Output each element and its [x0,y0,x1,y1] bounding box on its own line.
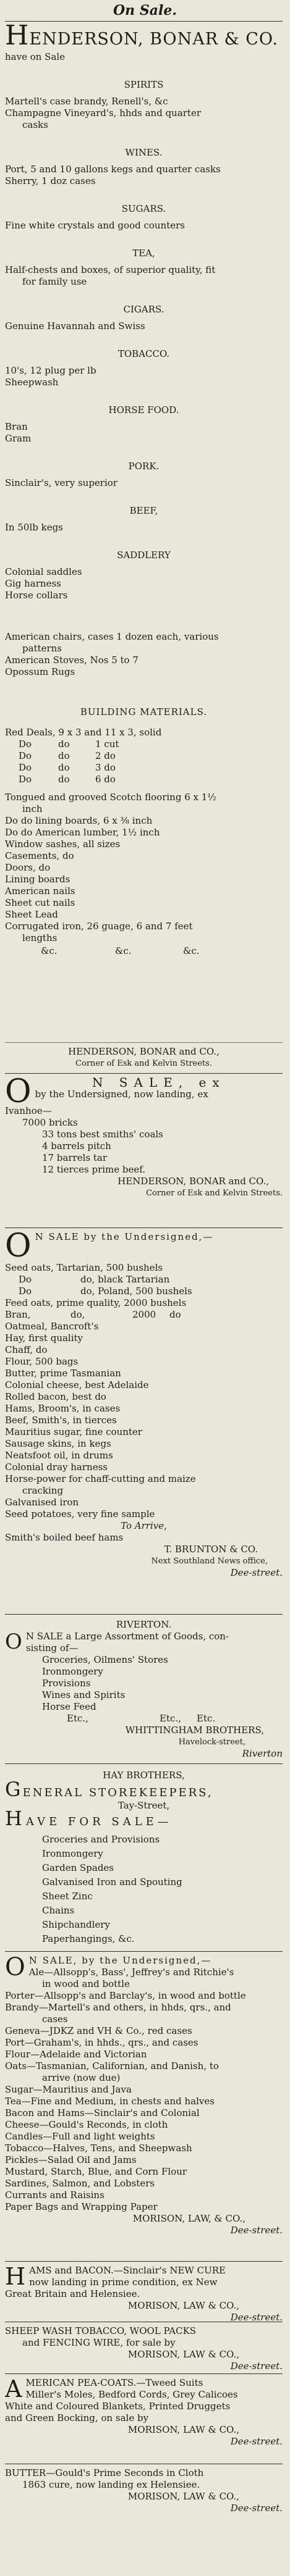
list-item: in wood and bottle [42,1978,130,1989]
list-item: Tongued and grooved Scotch flooring 6 x 1½ [5,792,216,803]
ad-headline: A MERICAN PEA-COATS.—Tweed Suits Miller's Moles, Bedford Cords, Grey Calicoes [5,2375,238,2402]
signature-firm: WHITTINGHAM BROTHERS, [125,1725,264,1736]
list-item: Do do lining boards, 6 x ⅜ inch [5,815,153,826]
section-heading: BEEF, [129,505,158,516]
signature-firm: MORISON, LAW & CO., [127,2424,239,2435]
brunton-ad [5,1227,283,1579]
signature-firm: MORISON, LAW & CO., [127,2349,239,2360]
list-item: 33 tons best smiths' coals [42,1129,163,1140]
ad-headline: H AMS and BACON.—Sinclair's NEW CURE now landing in prime condition, ex New [5,2263,226,2290]
section-heading: CIGARS. [123,304,164,315]
list-item: 1863 cure, now landing ex Helensiee. [22,2479,200,2490]
section-heading: SADDLERY [117,550,171,561]
list-item: Champagne Vineyard's, hhds and quarter [5,107,202,119]
signature-firm: T. BRUNTON & CO. [164,1544,258,1555]
list-item: Sardines, Salmon, and Lobsters [5,2178,155,2189]
morison-law-ad [5,1955,283,2236]
list-item: Gig harness [5,578,61,589]
signature-firm: MORISON, LAW, & CO., [132,2213,245,2224]
hams-bacon-ad [5,2265,283,2323]
sheep-wash-ad [5,2325,283,2372]
list-item: Sheet Lead [5,909,58,920]
list-item: Opossum Rugs [5,666,75,677]
henderson-bonar-signature [5,1046,283,1069]
list-item: Martell's case brandy, Renell's, &c [5,96,168,107]
ad-headline: O N SALE a Large Assortment of Goods, con- sisting of— [5,1629,229,1654]
list-item: American Stoves, Nos 5 to 7 [5,654,139,666]
ad-headline: O N SALE, ex by the Undersigned, now landing, ex [5,1073,226,1110]
list-item: Neatsfoot oil, in drums [5,1450,113,1461]
signature-street: Dee-street. [230,2436,283,2447]
signature-street: Dee-street. [230,2312,283,2323]
list-item: Sherry, 1 doz cases [5,175,96,186]
list-item: Flour, 500 bags [5,1356,79,1367]
ad-headline: BUTTER—Gould's Prime Seconds in Cloth [5,2467,204,2478]
list-item: Horse collars [5,590,68,601]
signature-street: Dee-street. [230,2503,283,2514]
list-item: Ivanhoe— [5,1105,52,1116]
list-item: Shipchandlery [42,1919,110,1930]
signature-street: Dee-street. [230,2361,283,2372]
henderson-bonar-ad [5,20,283,957]
list-item: for family use [22,276,87,287]
list-item: Oatmeal, Bancroft's [5,1321,99,1332]
list-item: Butter, prime Tasmanian [5,1368,121,1379]
list-item: 7000 bricks [22,1117,78,1128]
divider [5,2261,283,2262]
list-item: Horse-power for chaff-cutting and maize [5,1473,196,1484]
list-item: Groceries, Oilmens' Stores [42,1654,168,1665]
list-item: To Arrive, [121,1520,167,1531]
list-item: cases [42,2014,68,2025]
list-item: Galvanised iron [5,1497,79,1508]
list-item: Galvanised Iron and Spouting [42,1876,182,1888]
list-item: American nails [5,885,75,897]
list-item: 10's, 12 plug per lb [5,365,96,376]
list-item: Geneva—JDKZ and VH & Co., red cases [5,2025,192,2036]
list-item: Groceries and Provisions [42,1834,160,1845]
hay-brothers-ad [5,1770,283,1946]
list-item: In 50lb kegs [5,522,63,533]
list-item: 4 barrels pitch [42,1140,111,1152]
list-item: Fine white crystals and good counters [5,220,185,231]
list-item: patterns [22,643,62,654]
list-item: 12 tierces prime beef. [42,1164,146,1175]
list-item: Oats—Tasmanian, Californian, and Danish, to [5,2060,219,2072]
signature-address: Corner of Esk and Kelvin Streets. [75,1059,212,1068]
signature-address: Next Southland News office, [151,1557,268,1566]
list-item: Beef, Smith's, in tierces [5,1415,117,1426]
list-item: and Green Bocking, on sale by [5,2412,149,2423]
newspaper-column [5,0,285,2576]
butter-ad [5,2467,283,2514]
list-item: Brandy—Martell's and others, in hhds, qrs., and [5,2002,231,2013]
ad-heading: HAY BROTHERS, [103,1770,185,1781]
divider [5,1763,283,1764]
list-item: Currants and Raisins [5,2189,104,2201]
list-item: White and Coloured Blankets, Printed Druggets [5,2401,231,2412]
list-item: cracking [22,1485,64,1496]
signature-address: Havelock-street, [178,1738,245,1747]
list-item: Gram [5,433,32,444]
list-item: Paper Bags and Wrapping Paper [5,2201,158,2212]
signature-street: Dee-street. [230,1567,283,1578]
list-item: Seed potatoes, very fine sample [5,1508,155,1520]
list-item: Port—Graham's, in hhds., qrs., and cases [5,2037,198,2048]
list-item: Bran [5,421,28,432]
list-item: Corrugated iron, 26 guage, 6 and 7 feet [5,921,193,932]
signature-firm: HENDERSON, BONAR and CO., [117,1176,269,1187]
list-item: inch [22,803,43,814]
list-item: Doors, do [5,862,51,873]
divider [5,2373,283,2374]
ivanhoe-ad [5,1073,283,1199]
list-item: Sheet Zinc [42,1891,93,1902]
signature-street: Dee-street. [230,2225,283,2236]
list-item: Tea—Fine and Medium, in chests and halves [5,2096,215,2107]
ad-subheadline: HAVE FOR SALE— [5,1807,173,1830]
intro: have on Sale [5,51,66,62]
list-item: Sheet cut nails [5,897,75,908]
list-item: Pickles—Salad Oil and Jams [5,2154,137,2165]
list-item: Lining boards [5,874,70,885]
list-item: &c. &c. &c. [41,945,200,956]
list-item: Do do American lumber, 1½ inch [5,827,160,838]
list-item: Hay, first quality [5,1332,83,1344]
list-item: Cheese—Gould's Reconds, in cloth [5,2119,168,2130]
section-heading: TOBACCO. [117,348,170,359]
list-item: Sugar—Mauritius and Java [5,2084,132,2095]
list-item: Do do 6 do [19,774,116,785]
section-heading: PORK. [128,461,160,472]
firm-name: HENDERSON, BONAR & CO. [5,20,279,51]
list-item: Feed oats, prime quality, 2000 bushels [5,1297,187,1308]
pea-coats-ad [5,2377,283,2448]
list-item: Provisions [42,1678,91,1689]
list-item: Sinclair's, very superior [5,477,117,488]
list-item: Sausage skins, in kegs [5,1438,111,1449]
list-item: Colonial cheese, best Adelaide [5,1379,149,1390]
list-item: Hams, Broom's, in cases [5,1403,121,1414]
list-item: Sheepwash [5,377,59,388]
ad-headline: GENERAL STOREKEEPERS, [5,1778,213,1801]
section-heading: WINES. [125,147,163,158]
list-item: Colonial dray harness [5,1462,108,1473]
list-item: Port, 5 and 10 gallons kegs and quarter casks [5,164,221,175]
ad-headline: O N SALE by the Undersigned,— [5,1227,214,1265]
list-item: Candles—Full and light weights [5,2131,155,2142]
list-item: casks [22,119,48,130]
list-item: Mauritius sugar, fine counter [5,1426,142,1437]
signature-firm: HENDERSON, BONAR and CO., [68,1046,220,1057]
list-item: Chaff, do [5,1344,48,1355]
list-item: Smith's boiled beef hams [5,1532,124,1543]
section-heading: TEA, [132,248,155,259]
list-item: Porter—Allsopp's and Barclay's, in wood and bottle [5,1990,246,2001]
list-item: Ironmongery [42,1848,103,1859]
list-item: Bacon and Hams—Sinclair's and Colonial [5,2107,200,2118]
list-item: 17 barrels tar [42,1152,108,1163]
list-item: lengths [22,932,58,943]
list-item: Paperhangings, &c. [42,1933,135,1944]
list-item: Red Deals, 9 x 3 and 11 x 3, solid [5,727,162,738]
list-item: Half-chests and boxes, of superior quality, fit [5,264,216,275]
street: Tay-Street, [117,1800,170,1811]
list-item: Great Britain and Helensiee. [5,2288,140,2299]
list-item: Do do, Poland, 500 bushels [19,1286,192,1297]
divider [5,1073,283,1074]
signature-town: Riverton [242,1748,283,1759]
section-heading: BUILDING MATERIALS. [80,706,208,717]
ad-headline: SHEEP WASH TOBACCO, WOOL PACKS [5,2325,197,2336]
list-item: Genuine Havannah and Swiss [5,320,145,332]
list-item: Colonial saddles [5,566,82,577]
list-item: Wines and Spirits [42,1689,126,1700]
ad-headline: O N SALE, by the Undersigned,— Ale—Allsopp's, Bass', Jeffrey's and Ritchie's [5,1953,234,1981]
ad-heading: RIVERTON. [116,1619,172,1630]
list-item: Do do 2 do [19,750,116,761]
section-heading: SPIRITS [124,79,164,90]
list-item: Rolled bacon, best do [5,1391,106,1402]
list-item: Window sashes, all sizes [5,838,121,850]
divider [5,1951,283,1952]
section-heading: HORSE FOOD. [108,404,179,416]
list-item: Do do, black Tartarian [19,1274,170,1285]
list-item: Mustard, Starch, Blue, and Corn Flour [5,2166,187,2177]
list-item: Ironmongery [42,1666,103,1677]
list-item: Horse Feed [42,1701,96,1712]
list-item: Tobacco—Halves, Tens, and Sheepwash [5,2143,192,2154]
list-item: arrive (now due) [42,2072,121,2083]
list-item: Garden Spades [42,1862,114,1873]
whittingham-ad [5,1619,283,1760]
list-item: Chains [42,1905,75,1916]
list-item: Flour—Adelaide and Victorian [5,2049,147,2060]
list-item: Seed oats, Tartarian, 500 bushels [5,1262,163,1273]
divider [5,1227,283,1228]
list-item: Casements, do [5,850,74,861]
column-heading: On Sale. [113,2,177,19]
divider [5,1042,283,1043]
list-item: Do do 1 cut [19,738,119,750]
list-item: Bran, do, 2000 do [5,1309,181,1320]
divider [5,1614,283,1615]
signature-address: Corner of Esk and Kelvin Streets. [146,1189,283,1198]
section-heading: SUGARS. [121,203,166,214]
heading-rule [5,21,283,22]
list-item: Etc., Etc., Etc. [67,1713,216,1724]
signature-firm: MORISON, LAW & CO., [127,2300,239,2311]
list-item: and FENCING WIRE, for sale by [22,2337,176,2348]
signature-firm: MORISON, LAW & CO., [127,2491,239,2502]
list-item: American chairs, cases 1 dozen each, various [5,631,219,642]
list-item: Do do 3 do [19,762,116,773]
